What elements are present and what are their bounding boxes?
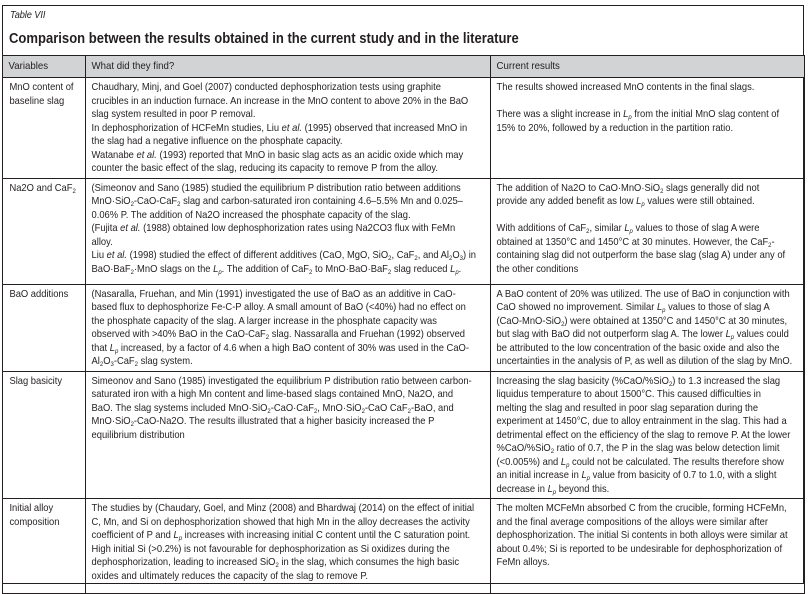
result-paragraph: The addition of Na2O to CaO·MnO·SiO$_2$ slags generally did not provide any added benefit as low $L_p$ values were still obtained.	[496, 182, 760, 208]
current-results-cell	[491, 284, 805, 371]
result-paragraph: The molten MCFeMn absorbed C from the crucible, forming HCFeMn, and the final average compositions of the alloys were similar after dephosphorization. The initial Si contents in both alloys were similar at about 0.4%; Si is reported to be undesirable for dephosphorization of FeMn alloys.	[496, 503, 788, 568]
finding-paragraph: (Nasaralla, Fruehan, and Min (1991) investigated the use of BaO as an additive in CaO-based flux to dephosphorize Fe-C-P alloy. A small amount of BaO (<40%) had no effect on the phosphate capacity of the slag. A larger increase in the phosphate capacity was observed with >40% BaO in the CaO-CaF$_2$ slag. Nassaralla and Fruehan (1992) observed that $L_p$ increased, by a factor of 4.6 when a high BaO content of 30% was used in the CaO-$Al_2O_3-CaF_2$ slag system.	[91, 288, 469, 368]
column-header-variables	[3, 56, 86, 78]
variable-label: MnO content of baseline slag	[9, 82, 74, 107]
table-row-mno-content	[3, 78, 805, 179]
result-paragraph: The results showed increased MnO contents in the final slags.	[496, 82, 755, 93]
variable-cell	[3, 284, 86, 371]
variable-cell	[3, 78, 86, 179]
column-header-what-found	[86, 56, 491, 78]
paragraph-gap	[497, 95, 793, 109]
column-header-label: Current results	[496, 60, 560, 72]
paragraph-gap	[497, 209, 793, 223]
literature-findings-cell	[86, 371, 491, 499]
literature-findings-cell	[86, 178, 491, 284]
table-row-slag-basicity	[3, 371, 805, 499]
variable-label: BaO additions	[9, 288, 69, 300]
finding-paragraph: Simeonov and Sano (1985) investigated the equilibrium P distribution ratio between carbon-saturated iron with a high Mn content and lime-based slags contained MnO, Na2O, and BaO. The slag systems included MnO·SiO$_2$-CaO·CaF$_2$, MnO·SiO$_2$-CaO CaF$_2$-BaO, and MnO·SiO$_2$-CaO-Na2O. The results illustrated that a higher basicity increased the P equilibrium distribution	[91, 375, 472, 441]
variable-cell	[3, 499, 86, 594]
result-paragraph: There was a slight increase in $L_p$ from the initial MnO slag content of 15% to 20%, followed by a reduction in the partition ratio.	[496, 109, 780, 134]
finding-paragraph: (Fujita et al. (1988) obtained low dephosphorization rates using Na2CO3 flux with FeMn alloy.	[91, 223, 456, 248]
finding-paragraph: Chaudhary, Minj, and Goel (2007) conducted dephosphorization tests using graphite crucibles in an induction furnace. An increase in the MnO content to above 20% in the BaO slag system resulted in poor P removal.	[91, 82, 469, 120]
table-title: Comparison between the results obtained in the current study and in the literature	[9, 31, 519, 47]
variable-label: Na2O and CaF$_2$	[9, 182, 76, 195]
result-paragraph: Increasing the slag basicity (%CaO/%SiO$_2$) to 1.3 increased the slag liquidus temperature to about 1500°C. This caused difficulties in melting the slag and resulted in poor slag separation during the experiment at 1450°C, due to alloy entrainment in the slag. This had a detrimental effect on the efficiency of the slag to remove P. At the lower %CaO/%SiO$_2$ ratio of 0.7, the P in the slag was below detection limit (<0.005%) and $L_p$ could not be calculated. The results therefore show an initial increase in $L_p$ value from basicity of 0.7 to 1.0, with a slight decrease in $L_p$ beyond this.	[496, 375, 791, 496]
comparison-table	[2, 55, 805, 594]
finding-paragraph: (Simeonov and Sano (1985) studied the equilibrium P distribution ratio between additions MnO·SiO$_2$-CaO-CaF$_2$ slag and carbon-saturated iron containing 4.6–5.5% Mn and 0.025–0.06% P. The addition of Na2O increased the phosphate capacity of the slag.	[91, 182, 463, 221]
current-results-cell	[491, 178, 805, 284]
column-header-label: What did they find?	[91, 60, 175, 72]
result-paragraph: With additions of CaF$_2$, similar $L_p$ values to those of slag A were obtained at 1350°C and 1450°C at 30 minutes. However, the CaF$_2$-containing slag did not outperform the base slag (slag A) under any of the other conditions	[496, 223, 786, 275]
variable-label: Slag basicity	[9, 375, 63, 387]
current-results-cell	[491, 371, 805, 499]
table-row-initial-alloy-composition	[3, 499, 805, 594]
finding-paragraph: Watanabe et al. (1993) reported that MnO in basic slag acts as an acidic oxide which may counter the basic effect of the slag, reducing its capacity to remove P from the alloy.	[91, 149, 464, 174]
finding-paragraph: The studies by (Chaudary, Goel, and Minz (2008) and Bhardwaj (2014) on the effect of initial C, Mn, and Si on dephosphorization showed that high Mn in the alloy decreases the activity coefficient of P and $L_p$ increases with increasing initial C content until the C saturation point. High initial Si (>0.2%) is not favourable for dephosphorization as Si oxidizes during the dephosphorization, leading to increased SiO$_2$ in the slag, which consumes the high basic oxides and ultimately reduces the capacity of the slag to remove P.	[91, 503, 475, 582]
header-row	[3, 56, 805, 78]
literature-findings-cell	[86, 284, 491, 371]
variable-cell	[3, 178, 86, 284]
column-header-label: Variables	[8, 60, 49, 72]
table-caption: Table VII	[10, 9, 46, 21]
current-results-cell	[491, 499, 805, 594]
variable-label: Initial alloy composition	[9, 503, 60, 528]
table-row-bao-additions	[3, 284, 805, 371]
literature-findings-cell	[86, 78, 491, 179]
literature-findings-cell	[86, 499, 491, 594]
table-row-na2o-caf2	[3, 178, 805, 284]
finding-paragraph: In dephosphorization of HCFeMn studies, Liu et al. (1995) observed that increased MnO in the slag had a negative influence on the phosphate capacity.	[91, 122, 468, 147]
column-header-current-results	[491, 56, 805, 78]
variable-cell	[3, 371, 86, 499]
current-results-cell	[491, 78, 805, 179]
result-paragraph: A BaO content of 20% was utilized. The use of BaO in conjunction with CaO showed no improvement. Similar $L_p$ values to those of slag A (CaO-MnO-SiO$_2$) were obtained at 1350°C and 1450°C at 30 minutes, but slag with BaO did not outperform slag A. The lower $L_p$ values could be attributed to the low concentration of the basic oxide and also the uncertainties in the analysis of P, as well as dilution of the slag by MnO.	[496, 288, 793, 367]
finding-paragraph: Liu et al. (1998) studied the effect of different additives (CaO, MgO, SiO$_2$, CaF$_2$, and $Al_2O_3$) in BaO·BaF$_2$·MnO slags on the $L_p$. The addition of CaF$_2$ to MnO·BaO·BaF$_2$ slag reduced $L_p$.	[91, 250, 477, 276]
